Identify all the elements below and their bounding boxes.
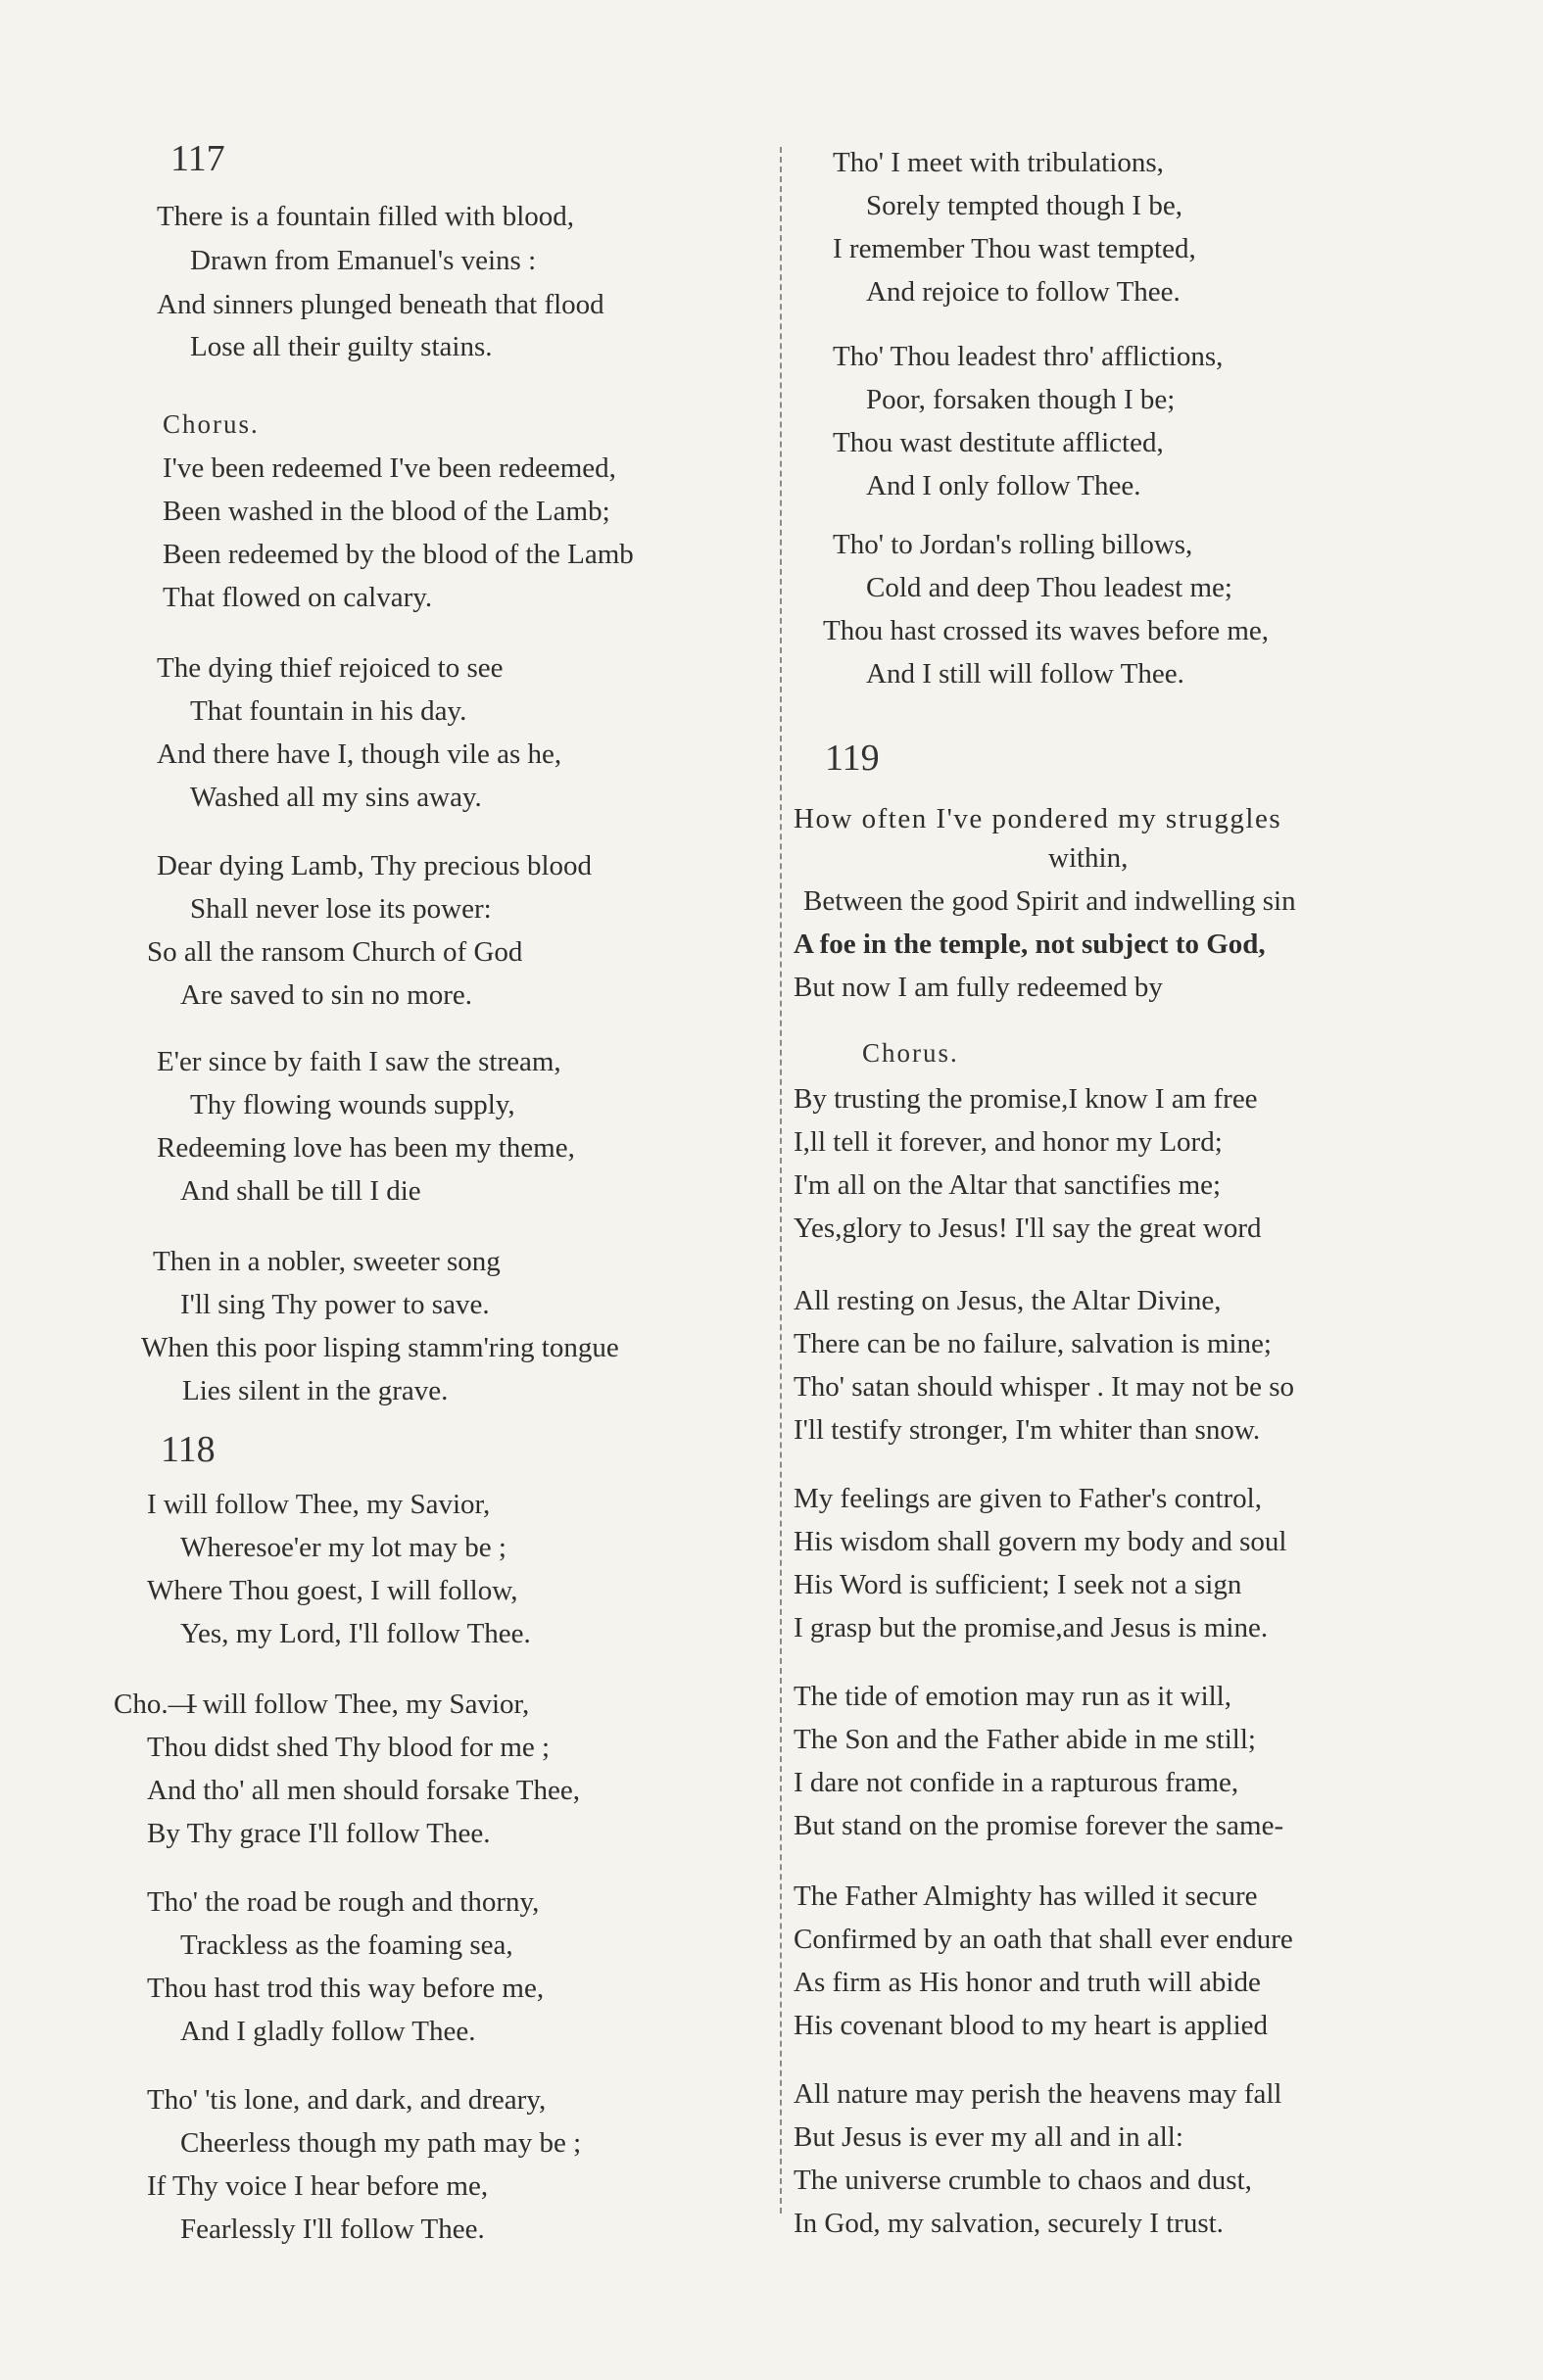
verse-line: I dare not confide in a rapturous frame,	[794, 1767, 1239, 1798]
verse-line: Are saved to sin no more.	[180, 979, 472, 1011]
chorus-label: Chorus.	[163, 409, 260, 439]
verse-line: Poor, forsaken though I be;	[866, 384, 1176, 415]
column-divider	[780, 147, 782, 2213]
verse-line: E'er since by faith I saw the stream,	[157, 1046, 561, 1077]
verse-line: All nature may perish the heavens may fall	[794, 2078, 1282, 2110]
verse-line: Confirmed by an oath that shall ever endure	[794, 1924, 1293, 1955]
verse-line: Tho' 'tis lone, and dark, and dreary,	[147, 2084, 547, 2116]
verse-line: I remember Thou wast tempted,	[833, 233, 1196, 264]
verse-line: And I still will follow Thee.	[866, 658, 1184, 690]
chorus-label: Chorus.	[862, 1038, 959, 1068]
verse-line: Tho' I meet with tribulations,	[833, 147, 1164, 178]
verse-line: When this poor lisping stamm'ring tongue	[141, 1332, 619, 1363]
verse-line: How often I've pondered my struggles	[794, 803, 1282, 834]
verse-line: The Father Almighty has willed it secure	[794, 1880, 1258, 1912]
verse-line: I'll testify stronger, I'm whiter than snow.	[794, 1414, 1261, 1446]
hymn-number-117: 117	[170, 138, 225, 179]
chorus-line: I,ll tell it forever, and honor my Lord;	[794, 1126, 1223, 1158]
verse-line: Shall never lose its power:	[190, 893, 492, 925]
verse-line: In God, my salvation, securely I trust.	[794, 2208, 1224, 2239]
verse-line: Tho' to Jordan's rolling billows,	[833, 529, 1193, 560]
verse-line: Then in a nobler, sweeter song	[153, 1246, 501, 1277]
verse-line: Wheresoe'er my lot may be ;	[180, 1532, 506, 1563]
verse-line: Thou hast crossed its waves before me,	[823, 615, 1270, 646]
verse-line: That fountain in his day.	[190, 695, 467, 727]
verse-line: Cheerless though my path may be ;	[180, 2127, 582, 2159]
verse-line: Cold and deep Thou leadest me;	[866, 572, 1232, 603]
chorus-line: And tho' all men should forsake Thee,	[147, 1775, 581, 1806]
verse-line: Tho' the road be rough and thorny,	[147, 1886, 540, 1918]
verse-line: Thou hast trod this way before me,	[147, 1973, 545, 2004]
verse-line: Washed all my sins away.	[190, 782, 482, 813]
verse-line: The dying thief rejoiced to see	[157, 652, 504, 684]
verse-line: Thy flowing wounds supply,	[190, 1089, 515, 1120]
chorus-line: Been washed in the blood of the Lamb;	[163, 496, 610, 527]
verse-line: I will follow Thee, my Savior,	[147, 1489, 491, 1520]
verse-line: All resting on Jesus, the Altar Divine,	[794, 1285, 1222, 1316]
verse-line: And I only follow Thee.	[866, 470, 1141, 501]
verse-line: And I gladly follow Thee.	[180, 2016, 476, 2047]
verse-line: His Word is sufficient; I seek not a sign	[794, 1569, 1242, 1600]
verse-line: As firm as His honor and truth will abide	[794, 1967, 1261, 1998]
verse-line: The Son and the Father abide in me still;	[794, 1724, 1256, 1755]
verse-line: Trackless as the foaming sea,	[180, 1929, 513, 1961]
verse-line: A foe in the temple, not subject to God,	[794, 928, 1266, 960]
chorus-line: Thou didst shed Thy blood for me ;	[147, 1732, 551, 1763]
hymn-number-119: 119	[825, 738, 880, 779]
verse-line: But Jesus is ever my all and in all:	[794, 2121, 1183, 2153]
verse-line: There can be no failure, salvation is mine;	[794, 1328, 1272, 1359]
verse-line: My feelings are given to Father's control,	[794, 1483, 1262, 1514]
chorus-line: Been redeemed by the blood of the Lamb	[163, 539, 634, 570]
verse-line: Sorely tempted though I be,	[866, 190, 1182, 221]
verse-line: Where Thou goest, I will follow,	[147, 1575, 518, 1606]
verse-line: within,	[1048, 842, 1129, 874]
verse-line: And there have I, though vile as he,	[157, 738, 562, 770]
chorus-label: Cho.—	[114, 1689, 197, 1720]
chorus-line: I've been redeemed I've been redeemed,	[163, 452, 616, 484]
verse-line: Tho' satan should whisper . It may not be so	[794, 1371, 1295, 1403]
verse-line: I grasp but the promise,and Jesus is mine.	[794, 1612, 1269, 1643]
verse-line: Thou wast destitute afflicted,	[833, 427, 1164, 458]
verse-line: Lies silent in the grave.	[182, 1375, 449, 1406]
verse-line: If Thy voice I hear before me,	[147, 2170, 489, 2202]
chorus-line: I'm all on the Altar that sanctifies me;	[794, 1169, 1222, 1201]
verse-line: But now I am fully redeemed by	[794, 972, 1163, 1003]
verse-line: But stand on the promise forever the same-	[794, 1810, 1284, 1841]
hymn-number-118: 118	[161, 1429, 216, 1470]
verse-line: And shall be till I die	[180, 1175, 421, 1207]
verse-line: I'll sing Thy power to save.	[180, 1289, 490, 1320]
verse-line: The universe crumble to chaos and dust,	[794, 2165, 1252, 2196]
verse-line: Redeeming love has been my theme,	[157, 1132, 575, 1164]
chorus-line: By Thy grace I'll follow Thee.	[147, 1818, 491, 1849]
chorus-line: Yes,glory to Jesus! I'll say the great word	[794, 1213, 1262, 1244]
verse-line: Between the good Spirit and indwelling sin	[803, 885, 1296, 917]
verse-line: Lose all their guilty stains.	[190, 331, 493, 362]
verse-line: Drawn from Emanuel's veins :	[190, 245, 537, 276]
verse-line: Yes, my Lord, I'll follow Thee.	[180, 1618, 531, 1649]
verse-line: Tho' Thou leadest thro' afflictions,	[833, 341, 1224, 372]
verse-line: So all the ransom Church of God	[147, 936, 523, 968]
chorus-line: By trusting the promise,I know I am free	[794, 1083, 1258, 1115]
verse-line: Fearlessly I'll follow Thee.	[180, 2213, 485, 2245]
verse-line: And sinners plunged beneath that flood	[157, 289, 604, 320]
verse-line: And rejoice to follow Thee.	[866, 276, 1181, 308]
verse-line: Dear dying Lamb, Thy precious blood	[157, 850, 593, 881]
verse-line: His wisdom shall govern my body and soul	[794, 1526, 1287, 1557]
verse-line: His covenant blood to my heart is applied	[794, 2010, 1269, 2041]
chorus-line: I will follow Thee, my Savior,	[186, 1689, 530, 1720]
verse-line: There is a fountain filled with blood,	[157, 201, 575, 232]
verse-line: The tide of emotion may run as it will,	[794, 1681, 1231, 1712]
chorus-line: That flowed on calvary.	[163, 582, 433, 613]
